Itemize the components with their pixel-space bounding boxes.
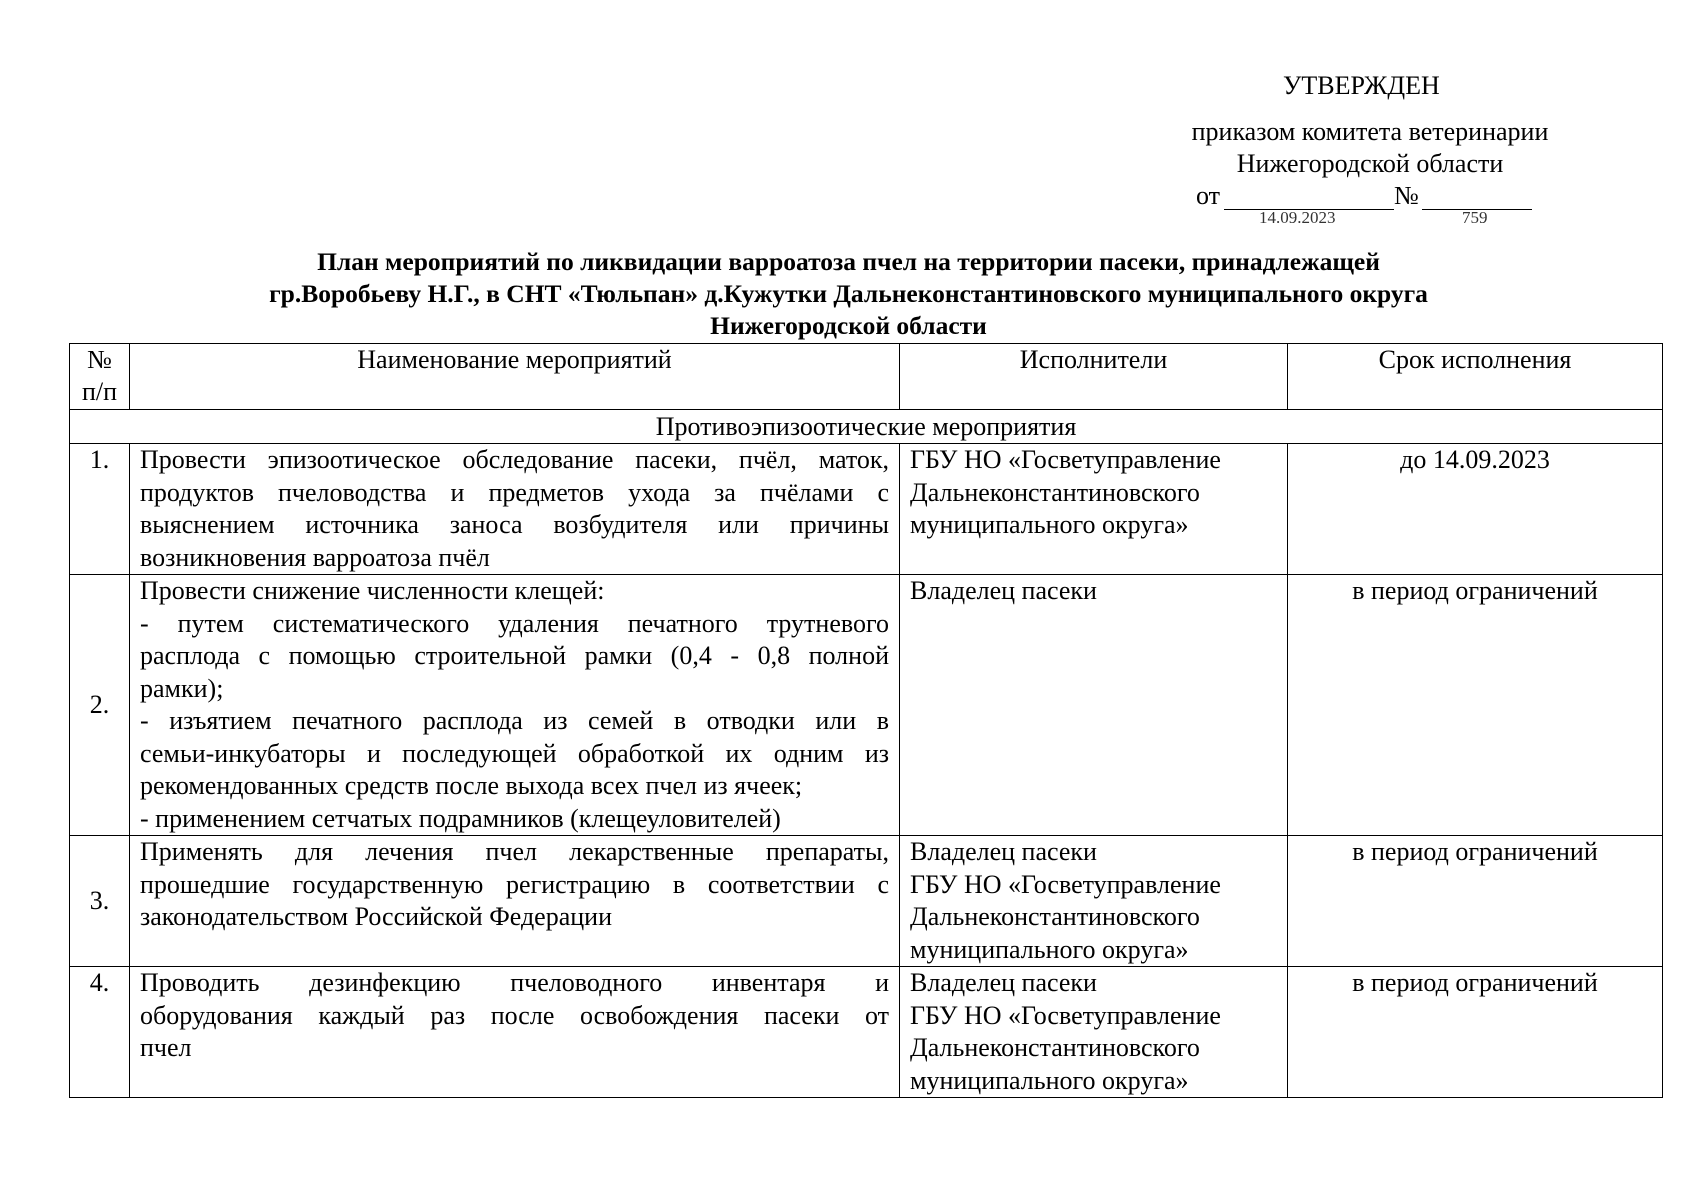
row-executors [900, 836, 1288, 967]
executor-line: Владелец пасеки [910, 837, 1097, 866]
table-row [70, 836, 1663, 967]
table-header-row [70, 344, 1663, 410]
measure-line: Провести снижение численности клещей: [140, 576, 605, 605]
executor-line: Дальнеконстантиновского [910, 902, 1200, 931]
measure-line: семьи-инкубаторы и последующей обработкой их одним из [140, 738, 889, 768]
measure-line: законодательством Российской Федерации [140, 902, 612, 931]
row-term: в период ограничений [1288, 967, 1663, 1098]
section-row [70, 410, 1663, 444]
plan-title-line-3: Нижегородской области [710, 311, 987, 340]
table-body [70, 444, 1663, 1098]
executor-line: ГБУ НО «Госветуправление [910, 445, 1221, 474]
measure-line: рекомендованных средств после выхода всех пчел из ячеек; [140, 771, 803, 800]
header-term: Срок исполнения [1288, 344, 1663, 410]
header-number [70, 344, 130, 410]
row-number: 1. [70, 444, 130, 575]
row-executors [900, 967, 1288, 1098]
executor-line: Дальнеконстантиновского [910, 477, 1200, 507]
measure-line: - применением сетчатых подрамников (клещеуловителей) [140, 803, 781, 833]
measure-line: прошедшие государственную регистрацию в соответствии с [140, 869, 889, 899]
measure-line: возникновения варроатоза пчёл [140, 542, 490, 572]
approval-number: 759 [1462, 208, 1488, 227]
approval-date-number-row [1196, 180, 1596, 227]
header-name: Наименование мероприятий [130, 344, 900, 410]
row-number: 2. [70, 575, 130, 836]
header-number-line-2: п/п [81, 377, 118, 406]
table-row [70, 444, 1663, 575]
section-title: Противоэпизоотические мероприятия [70, 410, 1663, 444]
header-number-line-1: № [87, 345, 112, 374]
row-measure-name [130, 967, 900, 1098]
executor-line: Владелец пасеки [910, 968, 1097, 997]
measure-line: продуктов пчеловодства и предметов ухода за пчёлами с [140, 477, 889, 507]
measure-line: Применять для лечения пчел лекарственные препараты, [140, 837, 889, 866]
row-measure-name [130, 444, 900, 575]
measure-line: Провести эпизоотическое обследование пасеки, пчёл, маток, [140, 445, 889, 474]
executor-line: муниципального округа» [910, 1065, 1189, 1095]
row-executors [900, 575, 1288, 836]
measure-line: - путем систематического удаления печатного трутневого [140, 608, 889, 638]
plan-title [40, 246, 1657, 342]
approval-order-line-2: Нижегородской области [1236, 149, 1504, 178]
approval-title: УТВЕРЖДЕН [1283, 71, 1440, 100]
plan-title-line-1: План мероприятий по ликвидации варроатоза пчел на территории пасеки, принадлежащей [317, 247, 1380, 276]
executor-line: ГБУ НО «Госветуправление [910, 869, 1221, 899]
row-measure-name [130, 575, 900, 836]
row-number: 3. [70, 836, 130, 967]
table-row [70, 967, 1663, 1098]
approval-date: 14.09.2023 [1259, 208, 1336, 227]
approval-order-line-1: приказом комитета ветеринарии [1191, 117, 1549, 146]
executor-line: муниципального округа» [910, 510, 1189, 539]
executor-line: Дальнеконстантиновского [910, 1033, 1200, 1062]
measure-line: рамки); [140, 673, 224, 703]
row-term: до 14.09.2023 [1288, 444, 1663, 575]
plan-title-line-2: гр.Воробьеву Н.Г., в СНТ «Тюльпан» д.Кужутки Дальнеконстантиновского муниципального округа [269, 279, 1428, 308]
measure-line: Проводить дезинфекцию пчеловодного инвентаря и [140, 968, 889, 997]
measures-table [69, 343, 1663, 1098]
table-row [70, 575, 1663, 836]
measure-line: пчел [140, 1033, 192, 1062]
executor-line: ГБУ НО «Госветуправление [910, 1000, 1221, 1030]
executor-line: муниципального округа» [910, 934, 1189, 964]
row-executors [900, 444, 1288, 575]
row-measure-name [130, 836, 900, 967]
header-executors: Исполнители [900, 344, 1288, 410]
measure-line: оборудования каждый раз после освобождения пасеки от [140, 1000, 889, 1030]
measure-line: расплода с помощью строительной рамки (0,4 - 0,8 полной [140, 641, 889, 670]
number-label: № [1394, 181, 1419, 210]
executor-line: Владелец пасеки [910, 576, 1097, 605]
measure-line: - изъятием печатного расплода из семей в отводки или в [140, 706, 889, 735]
from-label: от [1196, 181, 1221, 210]
row-term: в период ограничений [1288, 836, 1663, 967]
row-term: в период ограничений [1288, 575, 1663, 836]
measure-line: выяснением источника заноса возбудителя или причины [140, 510, 889, 539]
row-number: 4. [70, 967, 130, 1098]
